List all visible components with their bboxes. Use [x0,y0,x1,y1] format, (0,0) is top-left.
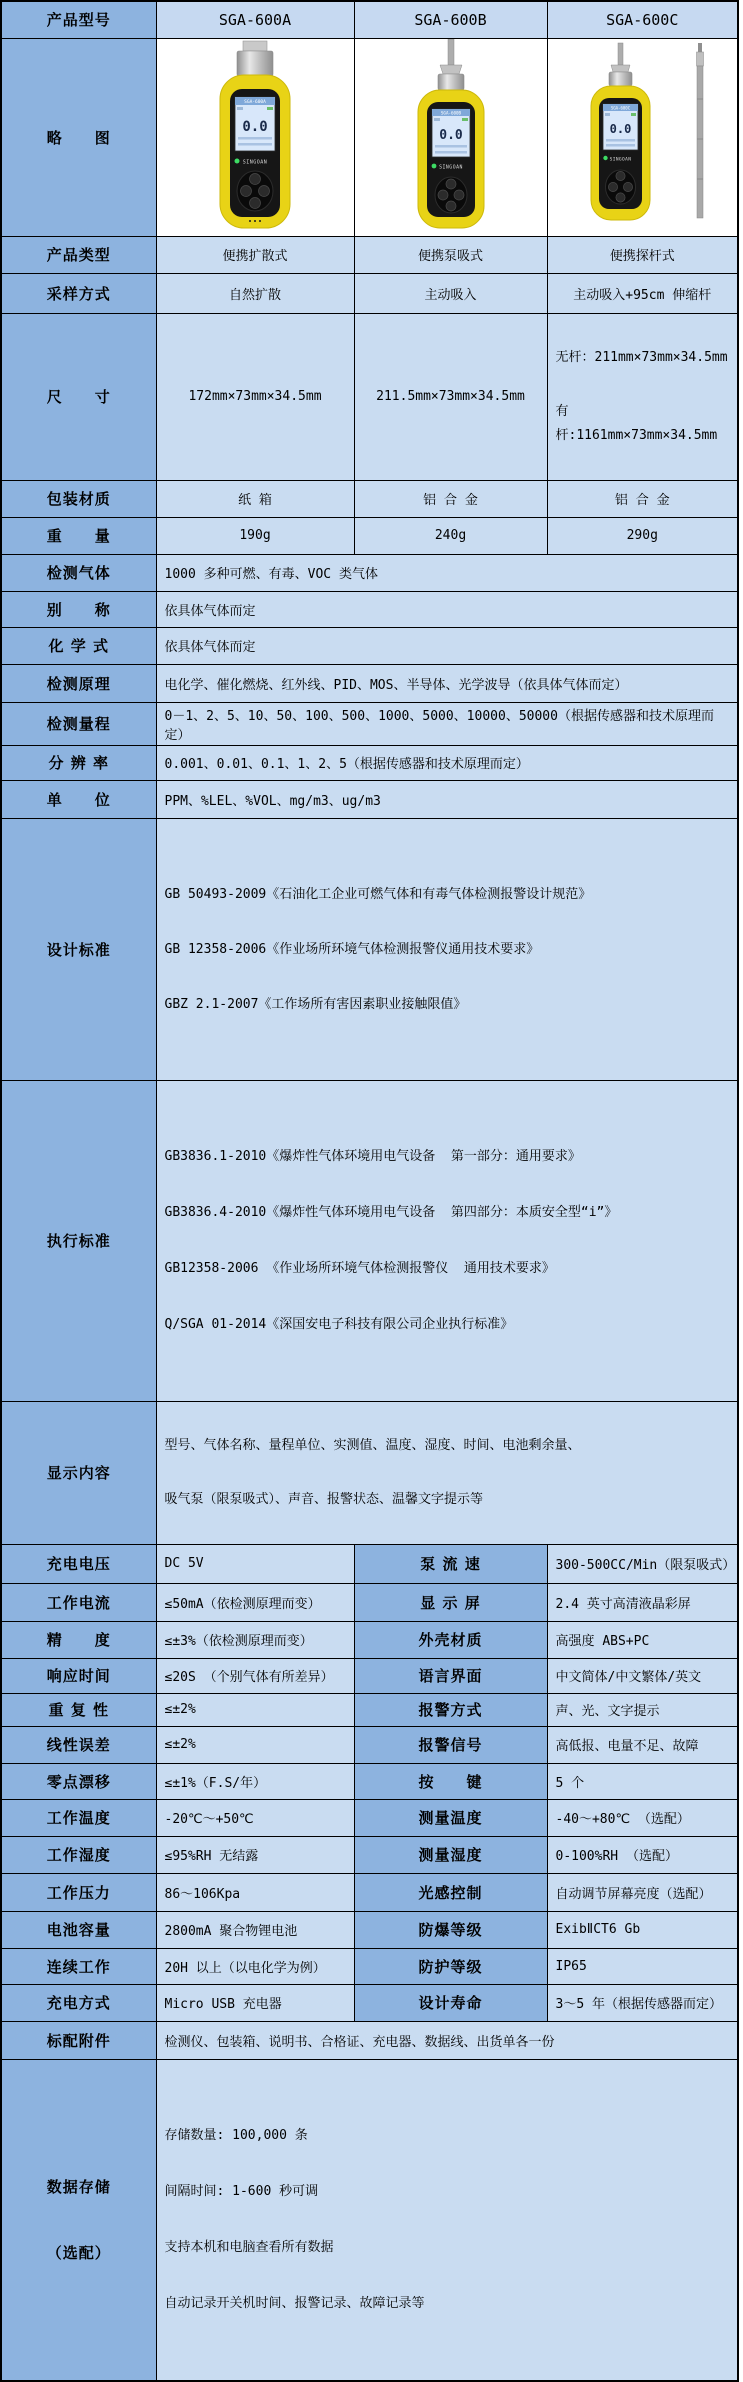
value-b: 主动吸入 [354,273,547,313]
storage-line: 支持本机和电脑查看所有数据 [164,2239,334,2255]
row-label: 检测量程 [1,702,156,745]
device-illustration-sga-600b [376,39,526,231]
row-value: 1000 多种可燃、有毒、VOC 类气体 [156,554,738,591]
row-label: 工作压力 [1,1873,156,1911]
row-value: 声、光、文字提示 [547,1693,738,1726]
pump-probe-icon [438,39,464,90]
row-data-storage [1,2059,738,2381]
storage-line: 间隔时间: 1-600 秒可调 [164,2183,319,2199]
row-value: 电化学、催化燃烧、红外线、PID、MOS、半导体、光学波导（依具体气体而定） [156,664,738,702]
display-content-line: 型号、气体名称、量程单位、实测值、温度、湿度、时间、电池剩余量、 [164,1437,581,1453]
row-value: 20H 以上（以电化学为例） [156,1948,354,1984]
value-a: 190g [156,517,354,554]
storage-label-line2: （选配） [46,2243,111,2262]
row-value: 0－1、2、5、10、50、100、500、1000、5000、10000、50000（根据传感器和技术原理而定） [156,702,738,745]
row-label: 报警方式 [354,1693,547,1726]
row-working-temp-measure-temp [1,1799,738,1836]
row-resolution [1,745,738,780]
row-label: 防爆等级 [354,1911,547,1948]
row-label: 充电电压 [1,1544,156,1583]
row-working-humidity-measure-humidity [1,1836,738,1873]
row-working-pressure-light-sense [1,1873,738,1911]
led-indicator-icon [603,156,607,160]
row-linearity-alarm-signal [1,1726,738,1763]
row-label: 产品类型 [1,236,156,273]
row-working-current-display [1,1583,738,1621]
standard-line: GB3836.1-2010《爆炸性气体环境用电气设备 第一部分：通用要求》 [164,1148,581,1164]
model-name-b: SGA-600B [354,1,547,38]
row-value [156,1401,738,1544]
row-label: 采样方式 [1,273,156,313]
row-value: ≤±2% [156,1693,354,1726]
row-value: 3～5 年（根据传感器而定） [547,1984,738,2021]
screen-model-text: SGA-600C [610,105,630,111]
row-label [1,2059,156,2381]
row-label: 单 位 [1,780,156,818]
row-label: 重 量 [1,517,156,554]
header-row [1,1,738,38]
brand-text: SINGOAN [438,165,463,171]
row-repeatability-alarm-mode [1,1693,738,1726]
standard-line: GBZ 2.1-2007《工作场所有害因素职业接触限值》 [164,996,467,1012]
row-label: 执行标准 [1,1080,156,1401]
row-zero-drift-buttons [1,1763,738,1799]
value-a: 便携扩散式 [156,236,354,273]
value-c: 290g [547,517,738,554]
row-label: 化 学 式 [1,627,156,664]
screen-reading: 0.0 [609,122,632,136]
row-detection-range [1,702,738,745]
row-label: 标配附件 [1,2021,156,2059]
telescopic-rod-icon [696,43,703,218]
row-label: 精 度 [1,1621,156,1658]
screen-model-text: SGA-600B [440,110,461,116]
row-product-type [1,236,738,273]
row-value: 0.001、0.01、0.1、1、2、5（根据传感器和技术原理而定） [156,745,738,780]
row-detection-principle [1,664,738,702]
row-charge-voltage-pump-flow [1,1544,738,1583]
row-value: 高强度 ABS+PC [547,1621,738,1658]
row-value: ≤50mA（依检测原理而变） [156,1583,354,1621]
row-label: 电池容量 [1,1911,156,1948]
row-value [156,818,738,1080]
row-value: ≤±1%（F.S/年） [156,1763,354,1799]
value-c: 主动吸入+95cm 伸缩杆 [547,273,738,313]
row-label: 泵 流 速 [354,1544,547,1583]
row-value: ExibⅡCT6 Gb [547,1911,738,1948]
row-label: 线性误差 [1,1726,156,1763]
value-c: 铝 合 金 [547,480,738,517]
row-label: 重 复 性 [1,1693,156,1726]
standard-line: GB 12358-2006《作业场所环境气体检测报警仪通用技术要求》 [164,941,540,957]
row-accuracy-shell-material [1,1621,738,1658]
row-value: -40～+80℃ （选配） [547,1799,738,1836]
sketch-label: 略 图 [1,38,156,236]
product-image-cell-b [354,38,547,236]
device-illustration-sga-600a [180,39,330,231]
row-label: 工作温度 [1,1799,156,1836]
row-alias [1,591,738,627]
row-value: ≤95%RH 无结露 [156,1836,354,1873]
row-label: 充电方式 [1,1984,156,2021]
row-dimensions [1,313,738,480]
screen-reading: 0.0 [438,128,463,143]
row-value: 2.4 英寸高清液晶彩屏 [547,1583,738,1621]
row-value: ≤±2% [156,1726,354,1763]
value-b: 240g [354,517,547,554]
value-a: 172mm×73mm×34.5mm [156,313,354,480]
value-a: 纸 箱 [156,480,354,517]
storage-line: 自动记录开关机时间、报警记录、故障记录等 [164,2295,425,2311]
keypad [237,171,273,211]
row-value: Micro USB 充电器 [156,1984,354,2021]
row-charging-method-design-life [1,1984,738,2021]
row-label: 报警信号 [354,1726,547,1763]
sensor-cap-icon [237,41,273,76]
dimension-with-rod: 有杆:1161mm×73mm×34.5mm [555,403,718,443]
display-content-line: 吸气泵（限泵吸式）、声音、报警状态、温馨文字提示等 [164,1491,484,1507]
row-value: ≤20S （个别气体有所差异） [156,1658,354,1693]
row-value: 检测仪、包装箱、说明书、合格证、充电器、数据线、出货单各一份 [156,2021,738,2059]
row-label: 显 示 屏 [354,1583,547,1621]
value-b: 铝 合 金 [354,480,547,517]
dimension-without-rod: 无杆：211mm×73mm×34.5mm [555,349,728,365]
brand-text: SINGOAN [242,159,268,166]
row-label: 设计寿命 [354,1984,547,2021]
sketch-row [1,38,738,236]
row-label: 按 键 [354,1763,547,1799]
keypad [605,170,635,204]
row-value: 300-500CC/Min（限泵吸式） [547,1544,738,1583]
product-image-cell-c [547,38,738,236]
led-indicator-icon [431,164,436,169]
row-value: 0-100%RH （选配） [547,1836,738,1873]
row-value: 86～106Kpa [156,1873,354,1911]
row-response-time-language [1,1658,738,1693]
row-display-content [1,1401,738,1544]
row-label: 工作湿度 [1,1836,156,1873]
row-label: 检测气体 [1,554,156,591]
row-execution-standards [1,1080,738,1401]
standard-line: GB3836.4-2010《爆炸性气体环境用电气设备 第四部分：本质安全型“i”》 [164,1204,618,1220]
row-value: -20℃～+50℃ [156,1799,354,1836]
keypad [435,177,467,213]
row-value: DC 5V [156,1544,354,1583]
row-battery-explosion-proof [1,1911,738,1948]
value-a: 自然扩散 [156,273,354,313]
row-label: 光感控制 [354,1873,547,1911]
row-continuous-work-protection [1,1948,738,1984]
row-label: 分 辨 率 [1,745,156,780]
row-label: 尺 寸 [1,313,156,480]
value-b: 211.5mm×73mm×34.5mm [354,313,547,480]
row-label: 别 称 [1,591,156,627]
value-c [547,313,738,480]
lcd-screen [235,97,275,151]
row-units [1,780,738,818]
led-indicator-icon [235,159,240,164]
lcd-screen [432,109,470,157]
row-label: 工作电流 [1,1583,156,1621]
row-chemical-formula [1,627,738,664]
product-image-cell-a [156,38,354,236]
row-value: 中文简体/中文繁体/英文 [547,1658,738,1693]
row-value: 2800mA 聚合物锂电池 [156,1911,354,1948]
row-value: 自动调节屏幕亮度（选配） [547,1873,738,1911]
row-label: 响应时间 [1,1658,156,1693]
row-value [156,2059,738,2381]
row-label: 包装材质 [1,480,156,517]
standard-line: GB 50493-2009《石油化工企业可燃气体和有毒气体检测报警设计规范》 [164,886,592,902]
row-label: 防护等级 [354,1948,547,1984]
storage-line: 存储数量: 100,000 条 [164,2127,308,2143]
row-value: PPM、%LEL、%VOL、mg/m3、ug/m3 [156,780,738,818]
row-sampling-method [1,273,738,313]
model-name-c: SGA-600C [547,1,738,38]
standard-line: Q/SGA 01-2014《深国安电子科技有限公司企业执行标准》 [164,1316,514,1332]
row-value [156,1080,738,1401]
header-label: 产品型号 [1,1,156,38]
row-label: 检测原理 [1,664,156,702]
row-design-standards [1,818,738,1080]
row-weight [1,517,738,554]
row-value: IP65 [547,1948,738,1984]
value-b: 便携泵吸式 [354,236,547,273]
screen-model-text: SGA-600A [244,100,266,105]
row-value: 高低报、电量不足、故障 [547,1726,738,1763]
row-label: 测量温度 [354,1799,547,1836]
row-detected-gases [1,554,738,591]
row-label: 连续工作 [1,1948,156,1984]
brand-text: SINGOAN [609,157,632,163]
row-label: 零点漂移 [1,1763,156,1799]
pump-probe-icon [609,43,632,86]
row-value: 依具体气体而定 [156,627,738,664]
row-label: 语言界面 [354,1658,547,1693]
lcd-screen [603,104,638,150]
row-label: 设计标准 [1,818,156,1080]
storage-label-line1: 数据存储 [46,2177,111,2196]
row-packaging-material [1,480,738,517]
model-name-a: SGA-600A [156,1,354,38]
standard-line: GB12358-2006 《作业场所环境气体检测报警仪 通用技术要求》 [164,1260,555,1276]
row-label: 显示内容 [1,1401,156,1544]
row-value: 依具体气体而定 [156,591,738,627]
row-value: 5 个 [547,1763,738,1799]
row-label: 外壳材质 [354,1621,547,1658]
row-standard-accessories [1,2021,738,2059]
value-c: 便携探杆式 [547,236,738,273]
row-label: 测量湿度 [354,1836,547,1873]
device-illustration-sga-600c [560,39,725,231]
screen-reading: 0.0 [242,119,268,135]
row-value: ≤±3%（依检测原理而变） [156,1621,354,1658]
